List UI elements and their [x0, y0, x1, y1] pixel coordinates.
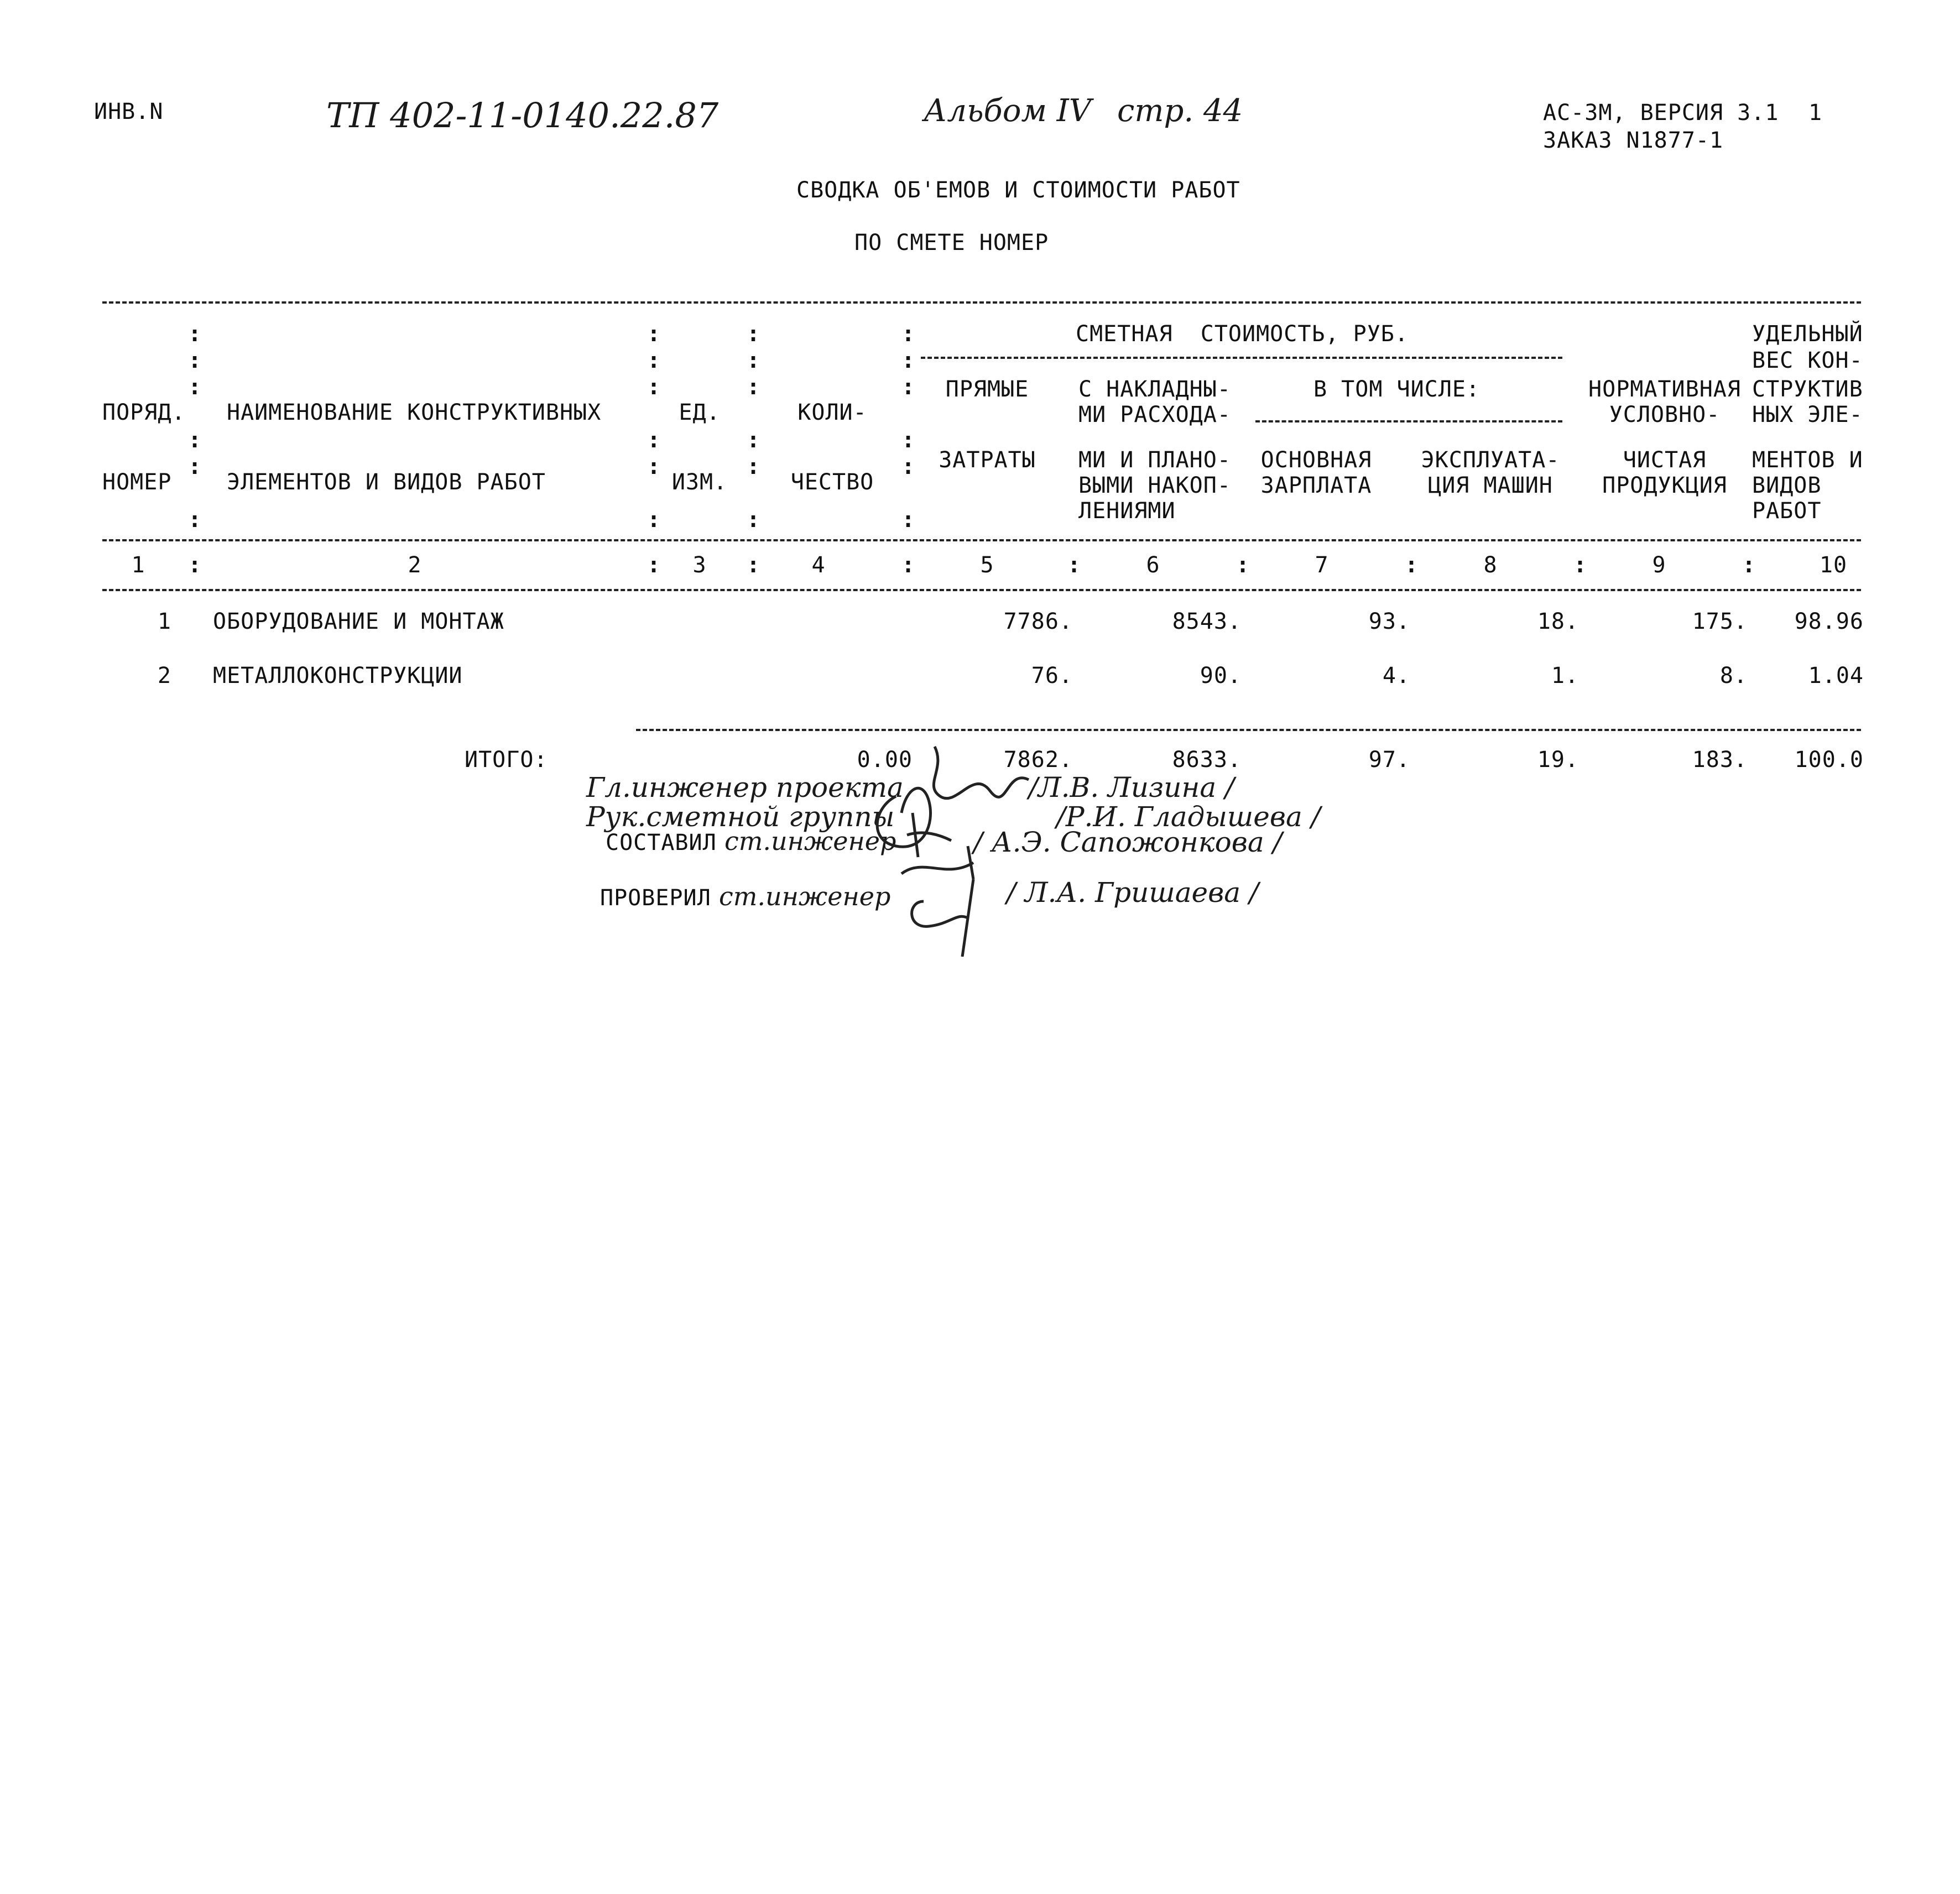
header-col5-line1: ПРЯМЫЕ: [945, 377, 1029, 402]
compiled-name: / А.Э. Сапожонкова /: [973, 826, 1283, 858]
header-col6-line5: ЛЕНИЯМИ: [1078, 498, 1176, 524]
header-col7-line2: ЗАРПЛАТА: [1260, 473, 1372, 498]
project-code: ТП 402-11-0140.22.87: [326, 95, 719, 135]
header-col9-line1: НОРМАТИВНАЯ: [1588, 377, 1741, 402]
header-col7-line1: ОСНОВНАЯ: [1260, 447, 1372, 473]
header-including-rule: [1255, 420, 1562, 422]
total-rule: [636, 729, 1861, 731]
header-col6-line4: ВЫМИ НАКОП-: [1078, 473, 1231, 498]
estimate-head-name: /Р.И. Гладышева /: [1056, 801, 1321, 833]
row-name: ОБОРУДОВАНИЕ И МОНТАЖ: [213, 609, 504, 634]
program-version: АС-3М, ВЕРСИЯ 3.1: [1543, 100, 1779, 126]
header-col6-line3: МИ И ПЛАНО-: [1078, 447, 1231, 473]
row-direct-cost: 76.: [1031, 663, 1073, 688]
header-bottom-rule: [102, 539, 1861, 541]
total-direct-cost: 7862.: [1003, 747, 1073, 773]
header-col3-line1: ЕД.: [679, 400, 721, 425]
header-col1-line1: ПОРЯД.: [102, 400, 186, 425]
row-net-production: 175.: [1692, 609, 1748, 634]
column-number-rule: [102, 589, 1861, 591]
column-number: 3: [692, 552, 707, 578]
compiled-role: ст.инженер: [724, 826, 896, 856]
header-col1-line2: НОМЕР: [102, 469, 172, 495]
header-col10-line6: ВИДОВ: [1752, 473, 1822, 498]
column-number: 7: [1315, 552, 1329, 578]
page-subtitle: ПО СМЕТЕ НОМЕР: [854, 230, 1049, 255]
total-overhead-cost: 8633.: [1172, 747, 1242, 773]
header-col2-line1: НАИМЕНОВАНИЕ КОНСТРУКТИВНЫХ: [227, 400, 602, 425]
checked-name: / Л.А. Гришаева /: [1007, 876, 1259, 909]
header-including: В ТОМ ЧИСЛЕ:: [1313, 377, 1480, 402]
album-label: Альбом IV: [924, 93, 1092, 129]
header-cost-rule: [921, 357, 1562, 359]
column-number: 6: [1146, 552, 1160, 578]
column-number: 8: [1483, 552, 1498, 578]
checked-role: ст.инженер: [719, 881, 891, 911]
header-col3-line2: ИЗМ.: [671, 469, 728, 495]
checked-label: ПРОВЕРИЛ: [600, 885, 711, 911]
row-name: МЕТАЛЛОКОНСТРУКЦИИ: [213, 663, 463, 688]
inventory-label: ИНВ.N: [94, 99, 164, 124]
estimate-head-role: Рук.сметной группы: [586, 801, 895, 833]
total-quantity: 0.00: [857, 747, 913, 773]
row-weight: 1.04: [1808, 663, 1864, 688]
column-number: 10: [1819, 552, 1848, 578]
row-machines: 1.: [1551, 663, 1579, 688]
row-number: 1: [157, 609, 171, 634]
header-col4-line2: ЧЕСТВО: [790, 469, 874, 495]
header-col4-line1: КОЛИ-: [797, 400, 867, 425]
row-weight: 98.96: [1794, 609, 1864, 634]
header-col10-line5: МЕНТОВ И: [1752, 447, 1863, 473]
column-number: 2: [408, 552, 422, 578]
signature-scribbles: [863, 735, 1040, 957]
header-col10-line1: УДЕЛЬНЫЙ: [1752, 321, 1863, 347]
column-number: 5: [980, 552, 994, 578]
total-label: ИТОГО:: [465, 747, 548, 773]
total-machines: 19.: [1537, 747, 1579, 773]
header-col10-line3: СТРУКТИВ: [1752, 377, 1863, 402]
order-number: ЗАКАЗ N1877-1: [1543, 128, 1724, 153]
header-col9-line2: УСЛОВНО-: [1609, 402, 1721, 427]
header-col5-line2: ЗАТРАТЫ: [939, 447, 1036, 473]
row-direct-cost: 7786.: [1003, 609, 1073, 634]
header-col10-line4: НЫХ ЭЛЕ-: [1752, 402, 1863, 427]
header-col8-line2: ЦИЯ МАШИН: [1428, 473, 1553, 498]
sheet-number: 1: [1808, 100, 1823, 126]
header-col2-line2: ЭЛЕМЕНТОВ И ВИДОВ РАБОТ: [227, 469, 546, 495]
total-weight: 100.0: [1794, 747, 1864, 773]
chief-engineer-role: Гл.инженер проекта: [586, 771, 904, 803]
row-salary: 4.: [1382, 663, 1410, 688]
header-col8-line1: ЭКСПЛУАТА-: [1421, 447, 1560, 473]
compiled-label: СОСТАВИЛ: [606, 830, 717, 855]
header-col6-line1: С НАКЛАДНЫ-: [1078, 377, 1231, 402]
column-number: 4: [811, 552, 826, 578]
page-number: стр. 44: [1117, 93, 1243, 129]
total-salary: 97.: [1368, 747, 1410, 773]
header-cost-group: СМЕТНАЯ СТОИМОСТЬ, РУБ.: [1076, 321, 1409, 347]
row-salary: 93.: [1368, 609, 1410, 634]
header-col10-line2: ВЕС КОН-: [1752, 348, 1863, 373]
row-overhead-cost: 90.: [1200, 663, 1242, 688]
header-col6-line2: МИ РАСХОДА-: [1078, 402, 1231, 427]
column-number: 9: [1652, 552, 1666, 578]
row-machines: 18.: [1537, 609, 1579, 634]
chief-engineer-name: /Л.В. Лизина /: [1029, 771, 1234, 803]
header-col10-line7: РАБОТ: [1752, 498, 1822, 524]
row-number: 2: [157, 663, 171, 688]
row-overhead-cost: 8543.: [1172, 609, 1242, 634]
total-net-production: 183.: [1692, 747, 1748, 773]
header-col9-line3: ЧИСТАЯ: [1623, 447, 1707, 473]
header-col9-line4: ПРОДУКЦИЯ: [1602, 473, 1727, 498]
row-net-production: 8.: [1719, 663, 1748, 688]
table-top-rule: [102, 301, 1861, 304]
column-number: 1: [131, 552, 145, 578]
page-title: СВОДКА ОБ'ЕМОВ И СТОИМОСТИ РАБОТ: [796, 178, 1240, 203]
